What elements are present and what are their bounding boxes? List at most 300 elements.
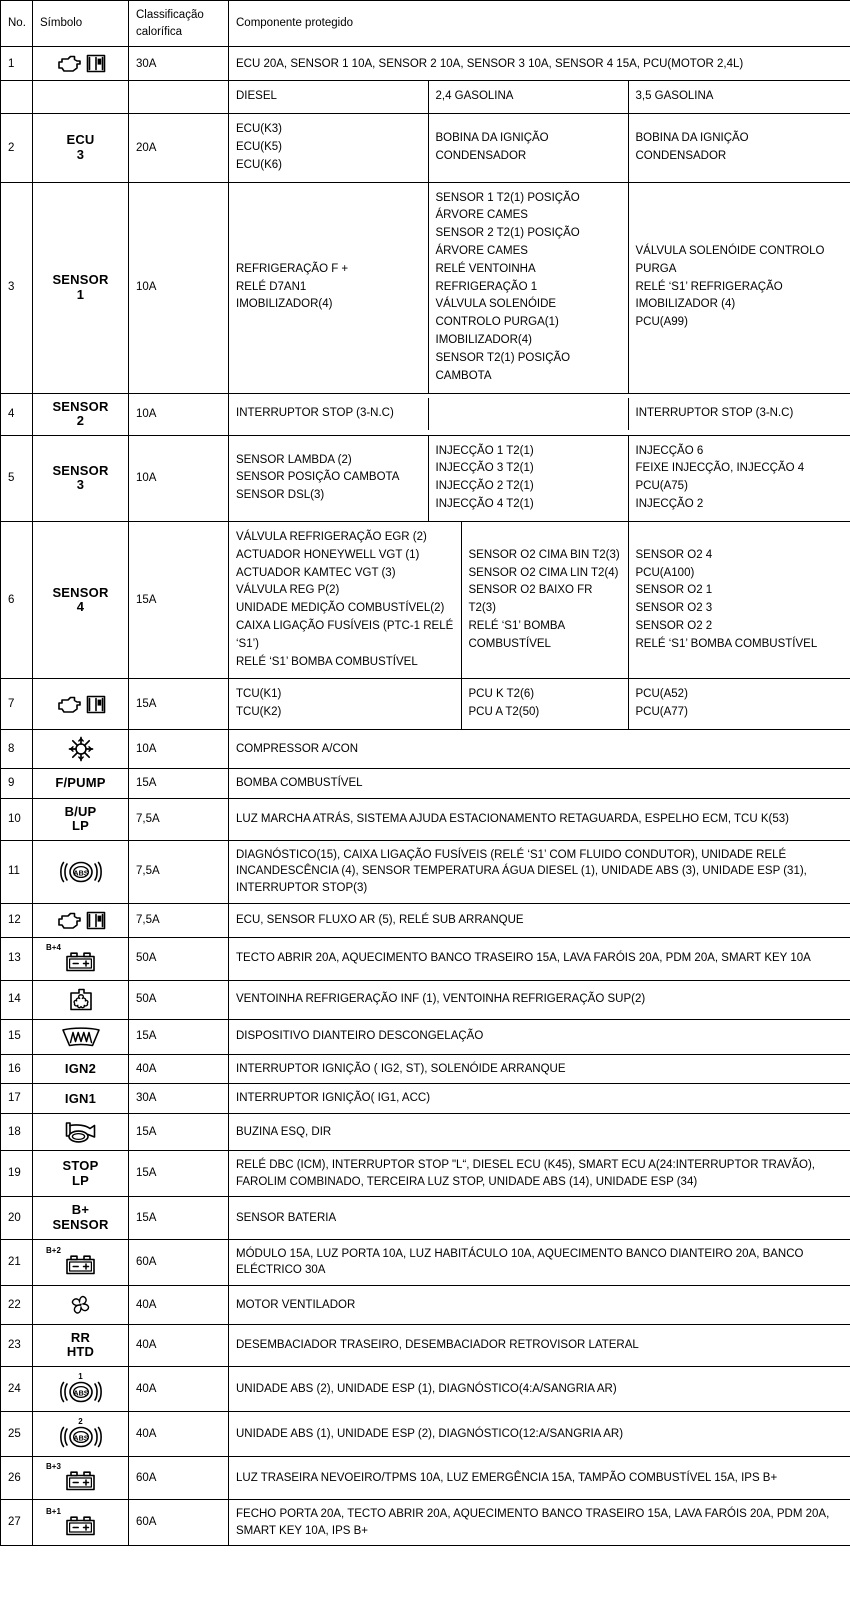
row-rating: 50A (129, 980, 229, 1019)
row-number: 18 (1, 1114, 33, 1151)
symbol-label (40, 464, 121, 493)
symbol-graphic (40, 859, 121, 885)
row-number: 8 (1, 730, 33, 769)
symbol-label-line1: SENSOR (52, 398, 109, 414)
component-gas35 (628, 436, 850, 521)
symbol-label-line2: LP (71, 1172, 89, 1188)
table-row (1, 1114, 850, 1151)
component-lines (236, 405, 421, 423)
symbol-label (40, 805, 121, 834)
row-number: 1 (1, 47, 33, 81)
component-line: SENSOR T2(1) POSIÇÃO CAMBOTA (435, 351, 571, 382)
component-cell (229, 393, 850, 435)
table-row (1, 980, 850, 1019)
row-rating: 40A (129, 1054, 229, 1084)
component-cell: INTERRUPTOR IGNIÇÃO ( IG2, ST), SOLENÓIDE ARRANQUE (229, 1054, 850, 1084)
symbol-superscript: B+4 (46, 942, 61, 952)
abs-icon (58, 1424, 104, 1450)
row-number: 9 (1, 769, 33, 799)
row-number: 12 (1, 903, 33, 937)
component-line: RELÉ ‘S1’ BOMBA COMBUSTÍVEL (236, 655, 418, 668)
symbol-label (40, 133, 121, 162)
symbol-label-line1: RR (70, 1329, 91, 1345)
component-cell: MOTOR VENTILADOR (229, 1285, 850, 1324)
defroster-icon (61, 1026, 101, 1048)
row-rating: 15A (129, 679, 229, 730)
component-gas35 (628, 679, 850, 729)
component-line: INJECÇÃO 2 (635, 498, 704, 511)
svg-text:ABS: ABS (72, 868, 89, 878)
row-number: 10 (1, 798, 33, 840)
component-line: SENSOR O2 CIMA BIN T2(3) (468, 548, 620, 561)
component-lines (436, 443, 621, 514)
component-gas24 (428, 114, 628, 181)
table-row (1, 840, 850, 903)
component-line: RELÉ ‘S1’ BOMBA COMBUSTÍVEL (635, 637, 818, 650)
engine-icon (56, 53, 83, 74)
row-rating: 60A (129, 1239, 229, 1285)
row-symbol (33, 679, 129, 730)
row-number: 15 (1, 1019, 33, 1054)
component-line: INJECÇÃO 3 T2(1) (435, 462, 534, 475)
row-number: 27 (1, 1500, 33, 1546)
component-line: IMOBILIZADOR(4) (236, 298, 333, 311)
row-symbol (33, 1084, 129, 1114)
header-rating: Classificação calorífica (129, 1, 229, 47)
row-rating: 15A (129, 1197, 229, 1239)
row-rating: 15A (129, 521, 229, 679)
row-rating: 10A (129, 182, 229, 393)
row-number: 3 (1, 182, 33, 393)
component-cell: FECHO PORTA 20A, TECTO ABRIR 20A, AQUECIMENTO BANCO TRASEIRO 15A, LAVA FARÓIS 20A, PDM 20A, SMART KEY 10A, IPS B+ (229, 1500, 850, 1546)
component-line: INTERRUPTOR STOP (3-N.C) (236, 407, 394, 420)
symbol-graphic (40, 694, 121, 715)
row-symbol (33, 840, 129, 903)
variant-header-row (1, 81, 850, 114)
symbol-label (40, 1159, 121, 1188)
symbol-graphic (40, 987, 121, 1013)
component-line: INJECÇÃO 1 T2(1) (435, 444, 534, 457)
engine-icon (56, 694, 83, 715)
component-cell (229, 521, 850, 679)
component-gas35 (628, 114, 850, 181)
component-line: SENSOR O2 BAIXO FR T2(3) (468, 584, 593, 615)
row-symbol (33, 521, 129, 679)
row-rating: 7,5A (129, 840, 229, 903)
table-row (1, 1084, 850, 1114)
row-rating: 15A (129, 769, 229, 799)
component-line: IMOBILIZADOR(4) (435, 334, 532, 347)
symbol-label-line1: B+ (71, 1202, 90, 1218)
table-row (1, 1151, 850, 1197)
row-rating: 10A (129, 393, 229, 435)
component-cell: BUZINA ESQ, DIR (229, 1114, 850, 1151)
symbol-graphic (40, 1508, 121, 1538)
component-lines (636, 405, 844, 423)
symbol-graphic (40, 1120, 121, 1144)
table-row (1, 798, 850, 840)
row-number: 24 (1, 1367, 33, 1412)
component-line: UNIDADE MEDIÇÃO COMBUSTÍVEL(2) (236, 602, 445, 615)
table-row (1, 903, 850, 937)
component-line: VÁLVULA SOLENÓIDE CONTROLO PURGA(1) (435, 298, 559, 329)
component-lines (636, 243, 844, 332)
component-cell: LUZ TRASEIRA NEVOEIRO/TPMS 10A, LUZ EMERGÊNCIA 15A, TAMPÃO COMBUSTÍVEL 15A, IPS B+ (229, 1457, 850, 1500)
symbol-label-line2: 4 (76, 599, 85, 615)
symbol-label-line1: STOP (62, 1158, 99, 1174)
row-rating: 7,5A (129, 903, 229, 937)
battery-icon (63, 1514, 98, 1538)
table-row (1, 47, 850, 81)
symbol-graphic (40, 1247, 121, 1277)
header-no: No. (1, 1, 33, 47)
component-cell: VENTOINHA REFRIGERAÇÃO INF (1), VENTOINHA REFRIGERAÇÃO SUP(2) (229, 980, 850, 1019)
symbol-label-line1: IGN2 (64, 1060, 97, 1076)
row-symbol (33, 435, 129, 521)
component-lines (236, 529, 454, 672)
row-symbol (33, 1412, 129, 1457)
battery-icon (63, 1253, 98, 1277)
component-line: SENSOR DSL(3) (236, 489, 325, 502)
svg-text:ABS: ABS (72, 1433, 89, 1443)
component-line: SENSOR POSIÇÃO CAMBOTA (236, 471, 400, 484)
row-number: 2 (1, 114, 33, 182)
component-line: SENSOR 1 T2(1) POSIÇÃO ÁRVORE CAMES (435, 191, 580, 222)
variant-header-spacer-no (1, 81, 33, 114)
component-cell: UNIDADE ABS (2), UNIDADE ESP (1), DIAGNÓSTICO(4:A/SANGRIA AR) (229, 1367, 850, 1412)
component-diesel (229, 183, 428, 393)
component-cell: SENSOR BATERIA (229, 1197, 850, 1239)
component-gas24 (428, 183, 628, 393)
component-line: PCU(A100) (635, 566, 695, 579)
component-cell: DISPOSITIVO DIANTEIRO DESCONGELAÇÃO (229, 1019, 850, 1054)
module-book-icon (86, 910, 106, 931)
table-row (1, 769, 850, 799)
component-gas24 (428, 436, 628, 521)
component-gas24 (428, 398, 628, 430)
symbol-graphic (40, 1026, 121, 1048)
component-line: RELÉ ‘S1’ REFRIGERAÇÃO (635, 280, 783, 293)
symbol-graphic (40, 1292, 121, 1318)
symbol-superscript: B+2 (46, 1246, 61, 1256)
symbol-label (40, 1062, 121, 1077)
component-cell: DIAGNÓSTICO(15), CAIXA LIGAÇÃO FUSÍVEIS (RELÉ ‘S1’ COM FLUIDO CONDUTOR), UNIDADE RELÉ INCANDESCÊNCIA (4), SENSOR TEMPERATURA ÁGUA DIESEL (1), UNIDADE ABS (3), UNIDADE ESP (31), INTERRUPTOR STOP(3) (229, 840, 850, 903)
component-line: REFRIGERAÇÃO F + (236, 262, 349, 275)
table-row (1, 1197, 850, 1239)
component-line: TCU(K2) (236, 706, 282, 719)
component-line: CAIXA LIGAÇÃO FUSÍVEIS (PTC-1 RELÉ ‘S1’) (236, 619, 454, 650)
symbol-label (40, 1092, 121, 1107)
component-line: SENSOR O2 2 (635, 619, 713, 632)
component-line: BOBINA DA IGNIÇÃO (635, 132, 749, 145)
symbol-label-line1: ECU (66, 132, 95, 148)
table-row (1, 1324, 850, 1366)
component-line: SENSOR O2 4 (635, 548, 713, 561)
component-gas24 (461, 679, 628, 729)
symbol-superscript: 1 (78, 1372, 83, 1381)
row-rating: 15A (129, 1019, 229, 1054)
symbol-graphic (40, 1373, 121, 1405)
row-symbol (33, 1151, 129, 1197)
component-line: PCU A T2(50) (468, 706, 540, 719)
row-symbol (33, 1500, 129, 1546)
row-number: 16 (1, 1054, 33, 1084)
table-row (1, 1412, 850, 1457)
component-lines (636, 686, 844, 722)
component-cell: BOMBA COMBUSTÍVEL (229, 769, 850, 799)
table-row (1, 182, 850, 393)
component-diesel (229, 114, 428, 181)
row-symbol (33, 769, 129, 799)
component-diesel (229, 679, 461, 729)
row-symbol (33, 1285, 129, 1324)
table-row (1, 1019, 850, 1054)
abs-icon (58, 1379, 104, 1405)
symbol-graphic (40, 736, 121, 762)
symbol-label (40, 1203, 121, 1232)
symbol-label-line1: SENSOR (52, 462, 109, 478)
symbol-label (40, 1331, 121, 1360)
row-rating: 15A (129, 1151, 229, 1197)
table-row (1, 521, 850, 679)
row-rating: 40A (129, 1285, 229, 1324)
blower-fan-icon (67, 1292, 94, 1318)
component-lines (436, 190, 621, 386)
row-symbol (33, 1114, 129, 1151)
row-number: 14 (1, 980, 33, 1019)
component-cell: UNIDADE ABS (1), UNIDADE ESP (2), DIAGNÓSTICO(12:A/SANGRIA AR) (229, 1412, 850, 1457)
component-line: IMOBILIZADOR (4) (635, 298, 736, 311)
symbol-label (40, 776, 121, 791)
component-line: ECU(K6) (236, 158, 283, 171)
row-rating: 40A (129, 1324, 229, 1366)
table-row (1, 1239, 850, 1285)
component-cell: COMPRESSOR A/CON (229, 730, 850, 769)
battery-icon (63, 950, 98, 974)
component-gas35 (628, 398, 850, 430)
component-line: TCU(K1) (236, 688, 282, 701)
component-cell: DESEMBACIADOR TRASEIRO, DESEMBACIADOR RETROVISOR LATERAL (229, 1324, 850, 1366)
module-book-icon (86, 694, 106, 715)
table-row (1, 435, 850, 521)
row-number: 11 (1, 840, 33, 903)
row-rating: 40A (129, 1412, 229, 1457)
table-row (1, 114, 850, 182)
table-row (1, 730, 850, 769)
symbol-graphic (40, 910, 121, 931)
variant-header-spacer-symbol (33, 81, 129, 114)
table-row (1, 1500, 850, 1546)
table-header-row (1, 1, 850, 47)
row-rating: 20A (129, 114, 229, 182)
row-rating: 30A (129, 47, 229, 81)
component-line: RELÉ VENTOINHA REFRIGERAÇÃO 1 (435, 262, 538, 293)
component-cell (229, 435, 850, 521)
component-line: SENSOR O2 1 (635, 584, 713, 597)
row-symbol (33, 1367, 129, 1412)
row-rating: 60A (129, 1500, 229, 1546)
component-line: INJECÇÃO 2 T2(1) (435, 480, 534, 493)
symbol-label (40, 273, 121, 302)
row-number: 26 (1, 1457, 33, 1500)
component-line: RELÉ ‘S1’ BOMBA COMBUSTÍVEL (468, 619, 565, 650)
symbol-label (40, 400, 121, 429)
component-line: SENSOR LAMBDA (2) (236, 453, 352, 466)
table-row (1, 679, 850, 730)
component-line: BOBINA DA IGNIÇÃO (435, 132, 549, 145)
component-cell: TECTO ABRIR 20A, AQUECIMENTO BANCO TRASEIRO 15A, LAVA FARÓIS 20A, PDM 20A, SMART KEY 10A (229, 937, 850, 980)
horn-icon (64, 1120, 97, 1144)
row-number: 7 (1, 679, 33, 730)
row-number: 25 (1, 1412, 33, 1457)
component-line: ACTUADOR KAMTEC VGT (3) (236, 566, 396, 579)
component-lines (636, 130, 844, 166)
component-line: ECU(K3) (236, 123, 283, 136)
component-diesel (229, 436, 428, 521)
table-row (1, 1457, 850, 1500)
component-line: PCU(A75) (635, 480, 688, 493)
row-rating: 15A (129, 1114, 229, 1151)
component-cell (229, 114, 850, 182)
symbol-label-line2: HTD (66, 1344, 95, 1360)
component-line: RELÉ D7AN1 (236, 280, 307, 293)
symbol-superscript: B+1 (46, 1506, 61, 1516)
battery-icon (63, 1469, 98, 1493)
row-symbol (33, 980, 129, 1019)
component-gas35 (628, 522, 850, 679)
symbol-label-line2: LP (71, 818, 89, 834)
table-row (1, 393, 850, 435)
row-symbol (33, 1054, 129, 1084)
row-rating: 7,5A (129, 798, 229, 840)
component-line: CONDENSADOR (435, 149, 527, 162)
module-book-icon (86, 53, 106, 74)
component-line: PCU(A52) (635, 688, 688, 701)
row-number: 19 (1, 1151, 33, 1197)
row-number: 13 (1, 937, 33, 980)
component-line: CONDENSADOR (635, 149, 727, 162)
component-line: ECU(K5) (236, 140, 283, 153)
row-number: 17 (1, 1084, 33, 1114)
symbol-label-line1: SENSOR (52, 584, 109, 600)
component-line: INJECÇÃO 4 T2(1) (435, 498, 534, 511)
component-diesel (229, 522, 461, 679)
row-symbol (33, 182, 129, 393)
component-line: FEIXE INJECÇÃO, INJECÇÃO 4 (635, 462, 805, 475)
component-line: PCU(A77) (635, 706, 688, 719)
row-symbol (33, 1019, 129, 1054)
component-cell: RELÉ DBC (ICM), INTERRUPTOR STOP "L“, DIESEL ECU (K45), SMART ECU A(24:INTERRUPTOR TRAVÃO), FAROLIM COMBINADO, TERCEIRA LUZ STOP, UNIDADE ABS (14), UNIDADE ESP (34) (229, 1151, 850, 1197)
component-line: VÁLVULA REFRIGERAÇÃO EGR (2) (236, 530, 427, 543)
row-number: 21 (1, 1239, 33, 1285)
symbol-label-line1: F/PUMP (55, 775, 106, 791)
table-row (1, 1054, 850, 1084)
component-line: ACTUADOR HONEYWELL VGT (1) (236, 548, 420, 561)
row-symbol (33, 937, 129, 980)
component-line: SENSOR 2 T2(1) POSIÇÃO ÁRVORE CAMES (435, 227, 580, 258)
component-cell: MÓDULO 15A, LUZ PORTA 10A, LUZ HABITÁCULO 10A, AQUECIMENTO BANCO DIANTEIRO 20A, BANCO ELÉCTRICO 30A (229, 1239, 850, 1285)
row-rating: 50A (129, 937, 229, 980)
row-symbol (33, 903, 129, 937)
component-line: SENSOR O2 CIMA LIN T2(4) (468, 566, 619, 579)
component-line: SENSOR O2 3 (635, 602, 713, 615)
component-lines (636, 547, 844, 654)
row-symbol (33, 1457, 129, 1500)
component-line: INJECÇÃO 6 (635, 444, 704, 457)
component-lines (236, 261, 421, 314)
component-line: PCU(A99) (635, 316, 688, 329)
component-line: PCU K T2(6) (468, 688, 535, 701)
component-cell (229, 679, 850, 730)
row-symbol (33, 1197, 129, 1239)
component-lines (636, 443, 844, 514)
variant-header-spacer-rating (129, 81, 229, 114)
variant-header-cells (229, 81, 850, 114)
component-cell: ECU, SENSOR FLUXO AR (5), RELÉ SUB ARRANQUE (229, 903, 850, 937)
table-row (1, 1285, 850, 1324)
component-cell (229, 182, 850, 393)
component-line: VÁLVULA REG P(2) (236, 584, 340, 597)
symbol-graphic (40, 944, 121, 974)
component-lines (469, 547, 621, 654)
variant-header-diesel: DIESEL (229, 81, 428, 113)
symbol-graphic (40, 1463, 121, 1493)
symbol-label-line2: 3 (76, 146, 85, 162)
symbol-label-line1: B/UP (64, 803, 97, 819)
symbol-label-line2: SENSOR (52, 1217, 109, 1233)
row-number: 4 (1, 393, 33, 435)
symbol-label-line1: IGN1 (64, 1090, 97, 1106)
component-cell: ECU 20A, SENSOR 1 10A, SENSOR 2 10A, SENSOR 3 10A, SENSOR 4 15A, PCU(MOTOR 2,4L) (229, 47, 850, 81)
radiator-fan-icon (68, 987, 94, 1013)
row-number: 6 (1, 521, 33, 679)
component-line: VÁLVULA SOLENÓIDE CONTROLO PURGA (635, 245, 825, 275)
fusebox-table-body (1, 1, 850, 1546)
row-number: 22 (1, 1285, 33, 1324)
component-lines (469, 686, 621, 722)
component-lines (236, 686, 454, 722)
component-diesel (229, 398, 428, 430)
component-cell: LUZ MARCHA ATRÁS, SISTEMA AJUDA ESTACIONAMENTO RETAGUARDA, ESPELHO ECM, TCU K(53) (229, 798, 850, 840)
row-symbol (33, 730, 129, 769)
row-number: 5 (1, 435, 33, 521)
row-rating: 10A (129, 435, 229, 521)
component-cell: INTERRUPTOR IGNIÇÃO( IG1, ACC) (229, 1084, 850, 1114)
row-symbol (33, 1324, 129, 1366)
row-rating: 60A (129, 1457, 229, 1500)
component-lines (236, 452, 421, 505)
row-rating: 10A (129, 730, 229, 769)
component-gas35 (628, 183, 850, 393)
row-symbol (33, 798, 129, 840)
row-rating: 30A (129, 1084, 229, 1114)
snowflake-icon (68, 736, 94, 762)
symbol-label-line2: 2 (76, 413, 85, 429)
row-number: 23 (1, 1324, 33, 1366)
row-rating: 40A (129, 1367, 229, 1412)
component-line: INTERRUPTOR STOP (3-N.C) (635, 407, 794, 420)
row-number: 20 (1, 1197, 33, 1239)
variant-header-gas35: 3,5 GASOLINA (628, 81, 850, 113)
header-component: Componente protegido (229, 1, 850, 47)
symbol-label (40, 586, 121, 615)
abs-icon (58, 859, 104, 885)
row-symbol (33, 114, 129, 182)
table-row (1, 937, 850, 980)
row-symbol (33, 393, 129, 435)
svg-text:ABS: ABS (72, 1388, 89, 1398)
row-symbol (33, 47, 129, 81)
